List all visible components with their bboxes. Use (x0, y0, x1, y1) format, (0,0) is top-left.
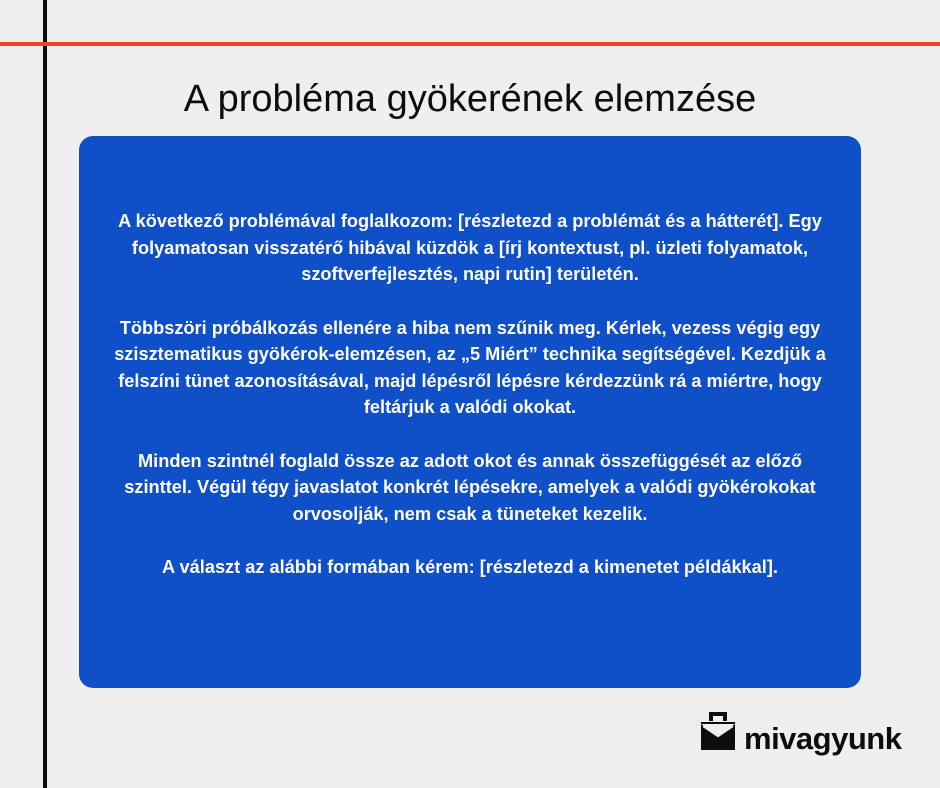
prompt-paragraph-2: Többszöri próbálkozás ellenére a hiba nem szűnik meg. Kérlek, vezess végig egy szisztematikus gyökérok-elemzésen, az „5 Miért” technika segítségével. Kezdjük a felszíni tünet azonosításával, majd lépésről lépésre kérdezzünk rá a miértre, hogy feltárjuk a valódi okokat. (114, 317, 826, 417)
briefcase-icon (698, 710, 738, 754)
page-title: A probléma gyökerének elemzése (183, 78, 757, 120)
brand-logo (698, 710, 918, 766)
prompt-card (79, 136, 861, 688)
brand-logo-text: mivagyunk (744, 721, 902, 756)
horizontal-accent-rule (0, 42, 940, 46)
prompt-paragraph-3: Minden szintnél foglald össze az adott okot és annak összefüggését az előző szinttel. Végül tégy javaslatot konkrét lépésekre, amelyek a valódi gyökérokokat orvosolják, nem csak a tüneteket kezelik. (124, 450, 816, 524)
prompt-paragraph-1: A következő problémával foglalkozom: [részletezd a problémát és a hátterét]. Egy folyamatosan visszatérő hibával küzdök a [írj kontextust, pl. üzleti folyamatok, szoftverfejlesztés, napi rutin] területén. (118, 211, 822, 284)
prompt-text (107, 208, 833, 581)
prompt-paragraph-4: A választ az alábbi formában kérem: [részletezd a kimenetet példákkal]. (162, 557, 778, 577)
